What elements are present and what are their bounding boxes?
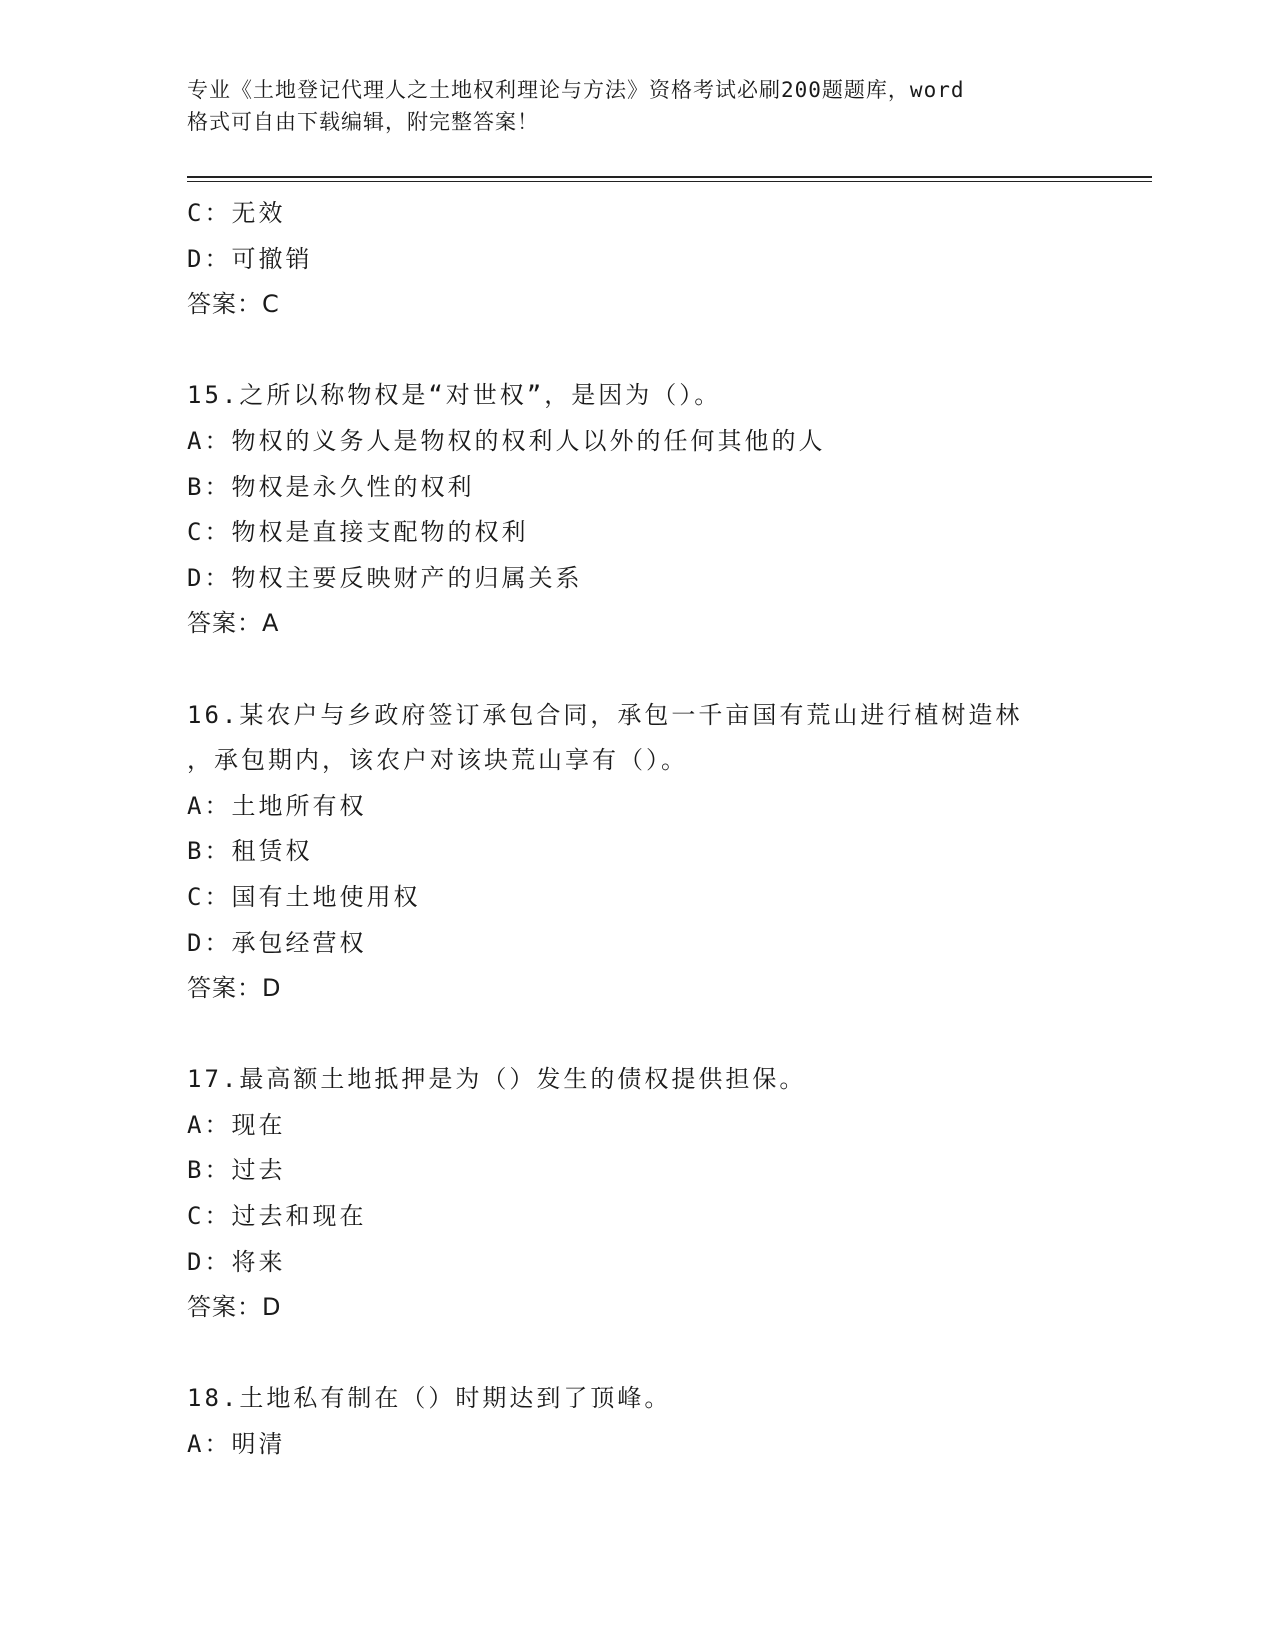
option-b: B：过去	[187, 1156, 286, 1185]
option-b: B：租赁权	[187, 837, 313, 866]
header-divider-thin	[187, 181, 1152, 182]
question-list	[187, 191, 1087, 1468]
option-c: C：过去和现在	[187, 1202, 367, 1231]
option-d: D：将来	[187, 1247, 286, 1276]
answer: 答案：C	[187, 290, 280, 319]
header-title-line2: 格式可自由下载编辑，附完整答案！	[187, 110, 539, 134]
option-a: A：现在	[187, 1110, 286, 1139]
spacer	[187, 1012, 1087, 1058]
option-d: D：可撤销	[187, 244, 313, 273]
spacer	[187, 647, 1087, 693]
question-17	[187, 1057, 1087, 1331]
option-c: C：无效	[187, 199, 286, 227]
question-15	[187, 373, 1087, 647]
answer: 答案：A	[187, 609, 280, 638]
question-text: 15.之所以称物权是“对世权”，是因为（）。	[187, 381, 722, 410]
option-b: B：物权是永久性的权利	[187, 472, 475, 501]
answer: 答案：D	[187, 974, 282, 1003]
question-16	[187, 693, 1087, 1012]
option-a: A：土地所有权	[187, 791, 367, 820]
option-d: D：物权主要反映财产的归属关系	[187, 563, 583, 592]
option-a: A：明清	[187, 1430, 286, 1459]
answer: 答案：D	[187, 1293, 282, 1322]
question-14-tail	[187, 191, 1087, 328]
option-d: D：承包经营权	[187, 928, 367, 957]
option-c: C：国有土地使用权	[187, 882, 421, 911]
option-c: C：物权是直接支配物的权利	[187, 518, 529, 547]
option-a: A：物权的义务人是物权的权利人以外的任何其他的人	[187, 426, 826, 455]
spacer	[187, 328, 1087, 374]
document-header	[187, 74, 1087, 138]
spacer	[187, 1331, 1087, 1377]
question-text-line1: 16.某农户与乡政府签订承包合同，承包一千亩国有荒山进行植树造林	[187, 700, 1023, 729]
question-text: 18.土地私有制在（）时期达到了顶峰。	[187, 1384, 672, 1413]
question-18	[187, 1376, 1087, 1467]
header-title-line1: 专业《土地登记代理人之土地权利理论与方法》资格考试必刷200题题库，word	[187, 78, 965, 102]
question-text: 17.最高额土地抵押是为（）发生的债权提供担保。	[187, 1065, 807, 1094]
header-divider-thick	[187, 176, 1152, 178]
question-text-line2: ，承包期内，该农户对该块荒山享有（）。	[187, 746, 688, 775]
